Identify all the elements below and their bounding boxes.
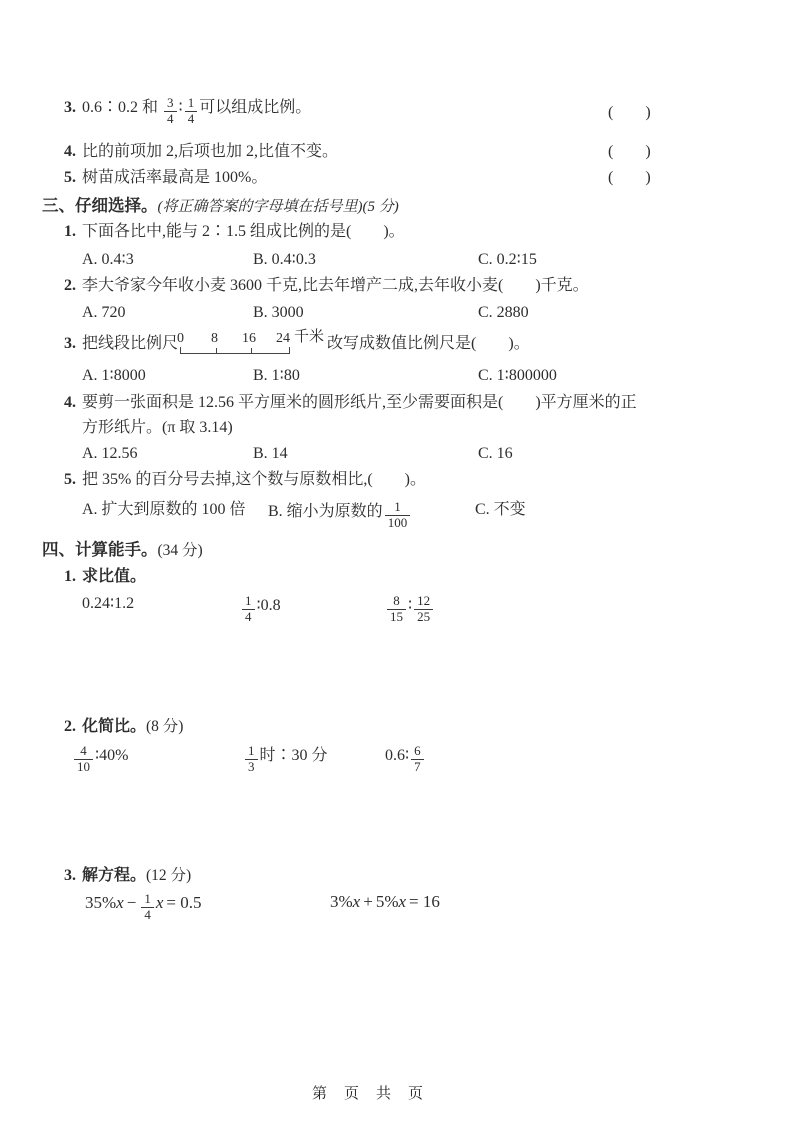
- calc-part3-equations: [64, 892, 777, 934]
- choice-q3-options: [64, 366, 777, 390]
- equals-result: = 16: [409, 892, 440, 911]
- fraction-numerator: 4: [74, 744, 93, 760]
- fraction-denominator: 100: [387, 514, 408, 530]
- fraction-numerator: 3: [164, 96, 177, 112]
- variable-x: x: [398, 892, 407, 911]
- scale-tick-label: 16: [242, 331, 257, 346]
- plus-operator: +: [363, 892, 373, 911]
- question-number: 3.: [64, 98, 76, 116]
- option-c: C. 不变: [475, 501, 526, 518]
- question-text: 方形纸片。(π 取 3.14): [82, 419, 233, 436]
- choice-q2-options: [64, 303, 777, 327]
- fraction-numerator: 12: [414, 594, 433, 610]
- fraction-numerator: 1: [141, 892, 154, 908]
- choice-question-2: [64, 276, 777, 296]
- question-text-pre: 把线段比例尺: [82, 335, 179, 352]
- fraction: [74, 744, 93, 775]
- scale-tick-label: 24: [276, 331, 291, 346]
- fraction-denominator: 25: [417, 608, 431, 624]
- variable-x: x: [116, 892, 124, 912]
- option-a: A. 扩大到原数的 100 倍: [82, 501, 246, 518]
- option-b: B. 3000: [253, 304, 304, 321]
- fraction-denominator: 4: [144, 906, 151, 922]
- question-number: 4.: [64, 394, 76, 411]
- part-number: 3.: [64, 867, 76, 884]
- minus-operator: −: [126, 892, 137, 912]
- fraction-denominator: 4: [187, 110, 195, 126]
- answer-bracket: ( ): [608, 104, 651, 121]
- scale-bar-tick: [251, 348, 252, 353]
- choice-question-4-line2: [82, 418, 777, 438]
- expression: [240, 594, 281, 625]
- choice-q5-options: [64, 500, 777, 536]
- question-text: 下面各比中,能与 2∶1.5 组成比例的是( )。: [82, 223, 405, 240]
- option-a: A. 720: [82, 304, 126, 321]
- part-number: 2.: [64, 718, 76, 735]
- question-text-post: 改写成数值比例尺是( )。: [327, 335, 530, 352]
- choice-question-5: [64, 470, 777, 490]
- option-c: C. 1∶800000: [478, 367, 557, 384]
- calc-part3-title: [64, 866, 777, 886]
- expression: 0.24∶1.2: [82, 595, 135, 612]
- fraction-denominator: 4: [245, 608, 252, 624]
- part-title: 化简比。: [82, 718, 147, 735]
- fraction-denominator: 15: [390, 608, 403, 624]
- option-a: A. 1∶8000: [82, 367, 146, 384]
- linear-scale-diagram: [177, 331, 291, 357]
- page-footer: 第 页 共 页: [312, 1086, 425, 1102]
- option-a: A. 0.4∶3: [82, 251, 134, 268]
- question-number: 4.: [64, 143, 76, 160]
- option-b: B. 0.4∶0.3: [253, 251, 316, 268]
- choice-question-3: [64, 331, 777, 357]
- section-note: (34 分): [157, 542, 203, 559]
- fraction: [185, 96, 198, 127]
- option-b: B. 14: [253, 445, 288, 462]
- expression: [385, 744, 426, 775]
- fraction-numerator: 1: [185, 96, 198, 112]
- fraction: [385, 500, 411, 531]
- calc-part1-title: [64, 567, 777, 587]
- question-number: 5.: [64, 471, 76, 488]
- expression: [72, 744, 129, 775]
- question-number: 2.: [64, 277, 76, 294]
- calc-part2-title: [64, 717, 777, 737]
- choice-q4-options: [64, 444, 777, 468]
- scale-bar-tick: [216, 348, 217, 353]
- expression-text: 时∶30 分: [259, 746, 328, 764]
- scale-tick-label: 0: [177, 331, 185, 346]
- question-text: 把 35% 的百分号去掉,这个数与原数相比,( )。: [82, 471, 426, 488]
- calc-part2-expressions: [64, 744, 777, 786]
- equation: [85, 892, 204, 923]
- choice-q1-options: [64, 250, 777, 274]
- fraction-denominator: 7: [414, 758, 421, 774]
- variable-x: x: [352, 892, 361, 911]
- section-number: 三、: [42, 196, 75, 215]
- coefficient: 5%: [375, 892, 399, 911]
- variable-x: x: [155, 892, 164, 912]
- ratio-colon: ∶: [178, 98, 183, 116]
- ratio-colon: ∶: [408, 596, 413, 614]
- section-note: (将正确答案的字母填在括号里)(5 分): [157, 199, 399, 215]
- fraction-denominator: 10: [77, 758, 90, 774]
- fraction-numerator: 1: [242, 594, 255, 610]
- question-number: 3.: [64, 335, 76, 352]
- option-c: C. 16: [478, 445, 513, 462]
- expression-text: ∶40%: [95, 746, 129, 764]
- expression: [385, 594, 435, 625]
- scale-unit-label: 千米: [294, 329, 325, 345]
- expression: [243, 744, 328, 775]
- scale-tick-label: 8: [211, 331, 219, 346]
- part-note: (8 分): [146, 718, 184, 735]
- section-number: 四、: [42, 540, 75, 559]
- part-note: (12 分): [146, 867, 192, 884]
- section-heading-choice: [42, 196, 777, 217]
- fraction-numerator: 6: [411, 744, 424, 760]
- coefficient: 35%: [85, 892, 117, 912]
- option-b-text: B. 缩小为原数的: [268, 502, 383, 520]
- judge-item-5: [64, 168, 777, 188]
- question-text-pre: 0.6∶0.2 和: [82, 98, 159, 116]
- part-title: 解方程。: [82, 867, 147, 884]
- calc-part1-expressions: [64, 594, 777, 636]
- scale-bar-line: [180, 347, 290, 354]
- fraction-denominator: 4: [167, 110, 174, 126]
- fraction: [245, 744, 258, 775]
- question-text-post: 可以组成比例。: [199, 98, 312, 116]
- section-title: 计算能手。: [75, 540, 158, 559]
- option-c: C. 0.2∶15: [478, 251, 537, 268]
- fraction: [387, 594, 406, 625]
- judge-item-4: [64, 142, 777, 162]
- part-title: 求比值。: [82, 568, 147, 585]
- fraction-numerator: 1: [245, 744, 258, 760]
- section-title: 仔细选择。: [75, 196, 158, 215]
- option-b: [268, 500, 412, 531]
- choice-question-1: [64, 222, 777, 242]
- question-number: 1.: [64, 223, 76, 240]
- equals-result: = 0.5: [166, 892, 202, 912]
- question-text: 李大爷家今年收小麦 3600 千克,比去年增产二成,去年收小麦( )千克。: [82, 277, 589, 294]
- expression-text: 0.6∶: [385, 746, 410, 764]
- fraction: [414, 594, 433, 625]
- fraction-denominator: 3: [248, 758, 255, 774]
- section-heading-calc: [42, 540, 777, 561]
- coefficient: 3%: [330, 892, 353, 911]
- question-text: 比的前项加 2,后项也加 2,比值不变。: [82, 143, 339, 160]
- fraction: [164, 96, 177, 127]
- choice-question-4-line1: [64, 393, 777, 413]
- fraction: [242, 594, 255, 625]
- fraction: [141, 892, 154, 923]
- option-a: A. 12.56: [82, 445, 138, 462]
- judge-item-3: [64, 96, 777, 127]
- question-text: 树苗成活率最高是 100%。: [82, 169, 268, 186]
- fraction-numerator: 1: [385, 500, 411, 516]
- option-c: C. 2880: [478, 304, 529, 321]
- question-number: 5.: [64, 169, 76, 186]
- expression-text: ∶0.8: [256, 596, 281, 614]
- option-b: B. 1∶80: [253, 367, 300, 384]
- fraction-numerator: 8: [387, 594, 406, 610]
- answer-bracket: ( ): [608, 143, 651, 160]
- question-text: 要剪一张面积是 12.56 平方厘米的圆形纸片,至少需要面积是( )平方厘米的正: [82, 394, 637, 411]
- equation: [330, 892, 443, 912]
- answer-bracket: ( ): [608, 169, 651, 186]
- part-number: 1.: [64, 568, 76, 585]
- fraction: [411, 744, 424, 775]
